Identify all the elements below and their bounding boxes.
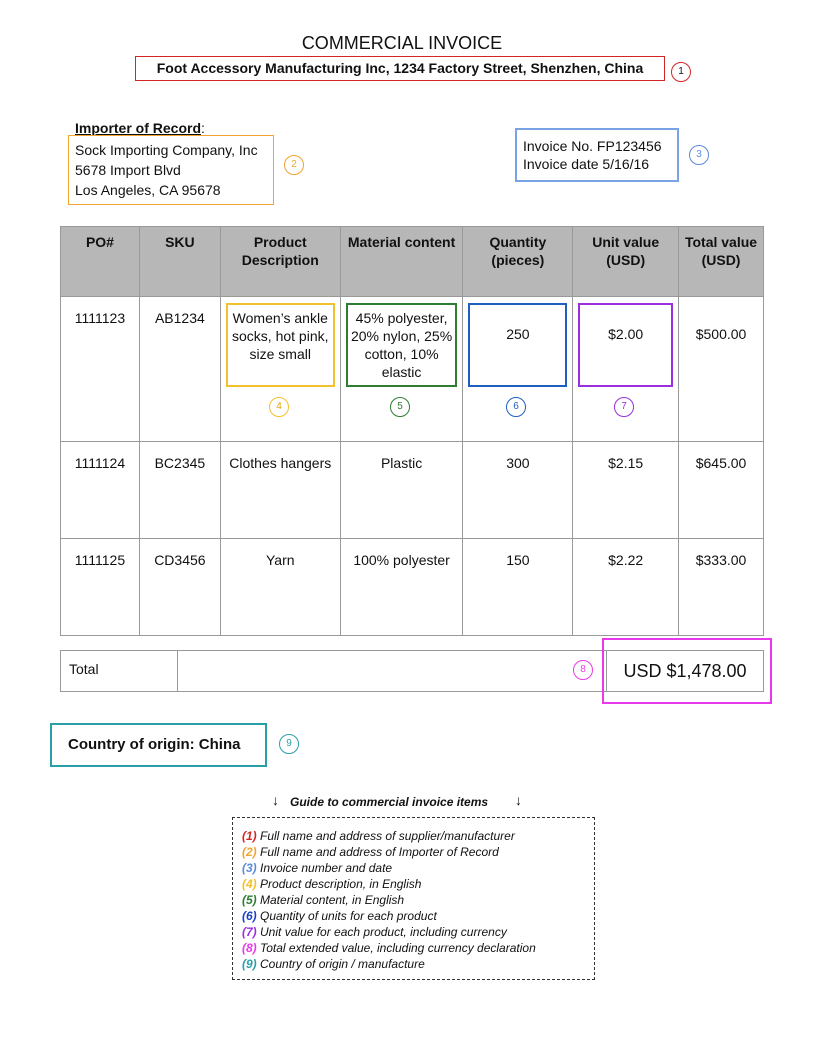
guide-item: (9) Country of origin / manufacture: [242, 957, 425, 971]
cell-sku: BC2345: [139, 442, 220, 539]
cell-po: 1111124: [61, 442, 140, 539]
header-total-value: Total value (USD): [679, 227, 764, 297]
guide-title: Guide to commercial invoice items: [290, 795, 489, 809]
header-quantity: Quantity (pieces): [463, 227, 573, 297]
invoice-info: [515, 128, 679, 182]
items-table: [60, 226, 764, 636]
country-of-origin: Country of origin: China: [50, 723, 267, 767]
highlight-unit-value: [578, 303, 673, 387]
cell-total-value: $645.00: [679, 442, 764, 539]
callout-3: 3: [689, 145, 709, 165]
guide-item: (5) Material content, in English: [242, 893, 405, 907]
callout-2: 2: [284, 155, 304, 175]
header-material: Material content: [340, 227, 463, 297]
guide-item: (3) Invoice number and date: [242, 861, 393, 875]
cell-description: Yarn: [220, 539, 340, 636]
cell-description: Women’s ankle socks, hot pink, size small: [220, 297, 340, 442]
cell-description: Clothes hangers: [220, 442, 340, 539]
importer-line-3: Los Angeles, CA 95678: [75, 182, 221, 198]
highlight-material: [346, 303, 457, 387]
guide-item: (1) Full name and address of supplier/manufacturer: [242, 829, 515, 843]
importer-line-2: 5678 Import Blvd: [75, 162, 181, 178]
cell-material: 45% polyester, 20% nylon, 25% cotton, 10% elastic: [340, 297, 463, 442]
header-sku: SKU: [139, 227, 220, 297]
guide-item: (4) Product description, in English: [242, 877, 422, 891]
importer-line-1: Sock Importing Company, Inc: [75, 142, 258, 158]
total-label: Total: [69, 661, 99, 677]
callout-5: 5: [390, 397, 410, 417]
down-arrow-icon: ↓: [272, 792, 279, 808]
importer-address: [68, 135, 274, 205]
total-divider: [177, 650, 178, 692]
guide-item: (7) Unit value for each product, including currency: [242, 925, 507, 939]
cell-unit-value: $2.15: [573, 442, 679, 539]
table-header-row: [61, 227, 764, 297]
table-row: [61, 539, 764, 636]
callout-8: 8: [573, 660, 593, 680]
cell-quantity: 150: [463, 539, 573, 636]
cell-quantity: 300: [463, 442, 573, 539]
callout-7: 7: [614, 397, 634, 417]
supplier-address: Foot Accessory Manufacturing Inc, 1234 Factory Street, Shenzhen, China: [135, 56, 665, 81]
header-po: PO#: [61, 227, 140, 297]
cell-material: Plastic: [340, 442, 463, 539]
cell-material: 100% polyester: [340, 539, 463, 636]
callout-6: 6: [506, 397, 526, 417]
header-unit-value: Unit value (USD): [573, 227, 679, 297]
callout-9: 9: [279, 734, 299, 754]
invoice-number: Invoice No. FP123456: [523, 138, 662, 154]
cell-total-value: $500.00: [679, 297, 764, 442]
callout-4: 4: [269, 397, 289, 417]
cell-sku: CD3456: [139, 539, 220, 636]
highlight-description: [226, 303, 335, 387]
cell-po: 1111123: [61, 297, 140, 442]
cell-po: 1111125: [61, 539, 140, 636]
invoice-date: Invoice date 5/16/16: [523, 156, 650, 172]
down-arrow-icon: ↓: [515, 792, 522, 808]
total-value: USD $1,478.00: [606, 650, 764, 692]
header-description: Product Description: [220, 227, 340, 297]
highlight-quantity: [468, 303, 567, 387]
importer-label: Importer of Record:: [75, 120, 205, 136]
cell-sku: AB1234: [139, 297, 220, 442]
callout-1: 1: [671, 62, 691, 82]
guide-item: (8) Total extended value, including currency declaration: [242, 941, 536, 955]
cell-unit-value: $2.22: [573, 539, 679, 636]
cell-unit-value: $2.00: [573, 297, 679, 442]
guide-item: (2) Full name and address of Importer of Record: [242, 845, 499, 859]
invoice-title: COMMERCIAL INVOICE: [301, 33, 503, 53]
guide-box: [232, 817, 595, 980]
cell-quantity: 250: [463, 297, 573, 442]
table-row: [61, 442, 764, 539]
guide-item: (6) Quantity of units for each product: [242, 909, 437, 923]
cell-total-value: $333.00: [679, 539, 764, 636]
